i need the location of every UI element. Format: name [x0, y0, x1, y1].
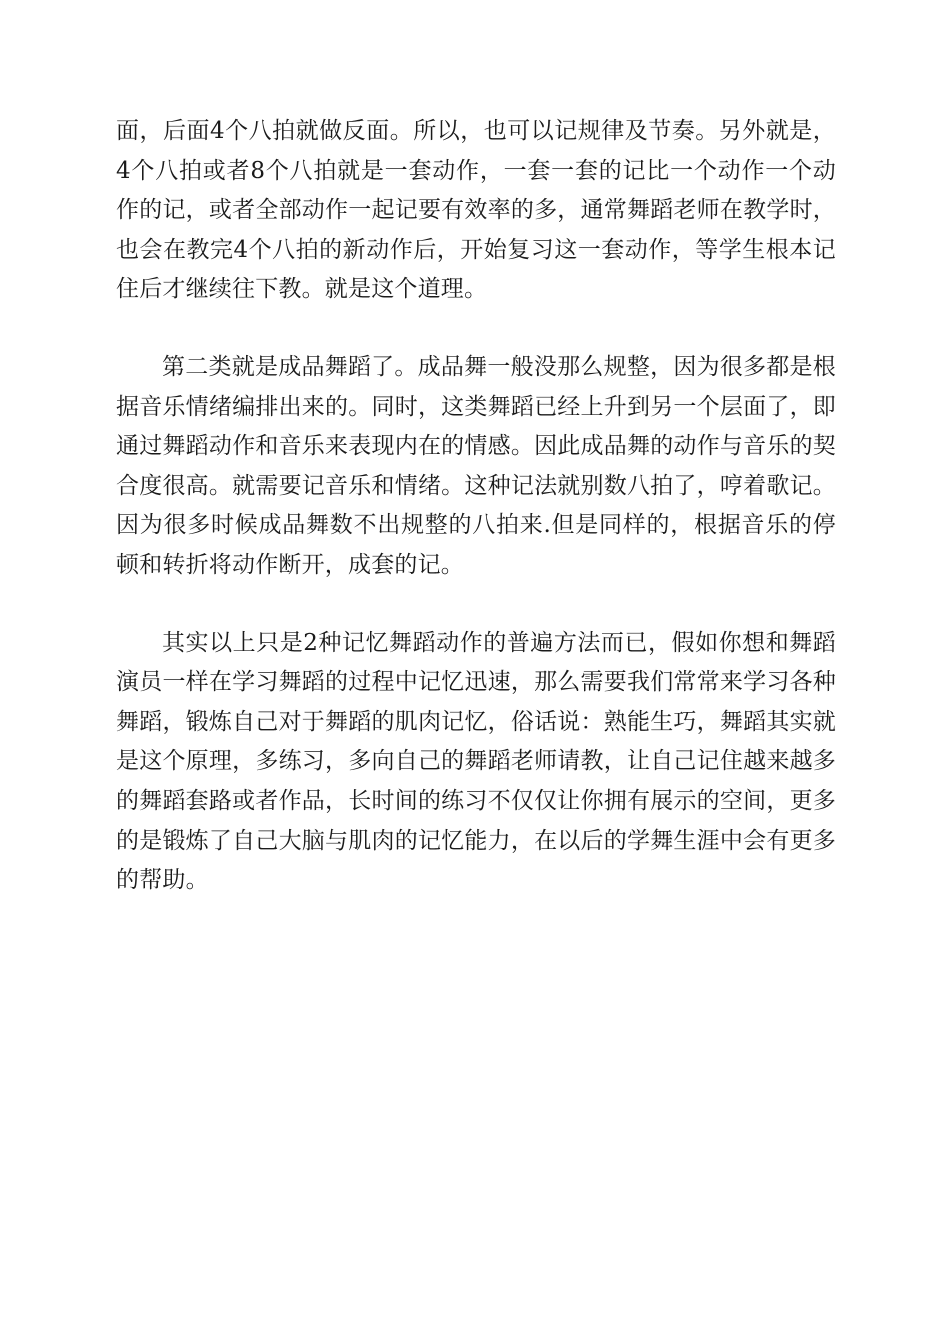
paragraph-continued: 面，后面4个八拍就做反面。所以，也可以记规律及节奏。另外就是，4个八拍或者8个八拍就是一套动作，一套一套的记比一个动作一个动作的记，或者全部动作一起记要有效率的多，通常舞蹈老师在教学时，也会在教完4个八拍的新动作后，开始复习这一套动作，等学生根本记住后才继续往下教。就是这个道理。	[116, 118, 836, 303]
paragraph-finished-dance: 第二类就是成品舞蹈了。成品舞一般没那么规整，因为很多都是根据音乐情绪编排出来的。同时，这类舞蹈已经上升到另一个层面了，即通过舞蹈动作和音乐来表现内在的情感。因此成品舞的动作与音乐的契合度很高。就需要记音乐和情绪。这种记法就别数八拍了，哼着歌记。因为很多时候成品舞数不出规整的八拍来.但是同样的，根据音乐的停顿和转折将动作断开，成套的记。	[116, 353, 836, 578]
paragraph-conclusion: 其实以上只是2种记忆舞蹈动作的普遍方法而已，假如你想和舞蹈演员一样在学习舞蹈的过程中记忆迅速，那么需要我们常常来学习各种舞蹈，锻炼自己对于舞蹈的肌肉记忆，俗话说：熟能生巧，舞蹈其实就是这个原理，多练习，多向自己的舞蹈老师请教，让自己记住越来越多的舞蹈套路或者作品，长时间的练习不仅仅让你拥有展示的空间，更多的是锻炼了自己大脑与肌肉的记忆能力，在以后的学舞生涯中会有更多的帮助。	[116, 629, 836, 894]
document-body	[116, 112, 836, 901]
